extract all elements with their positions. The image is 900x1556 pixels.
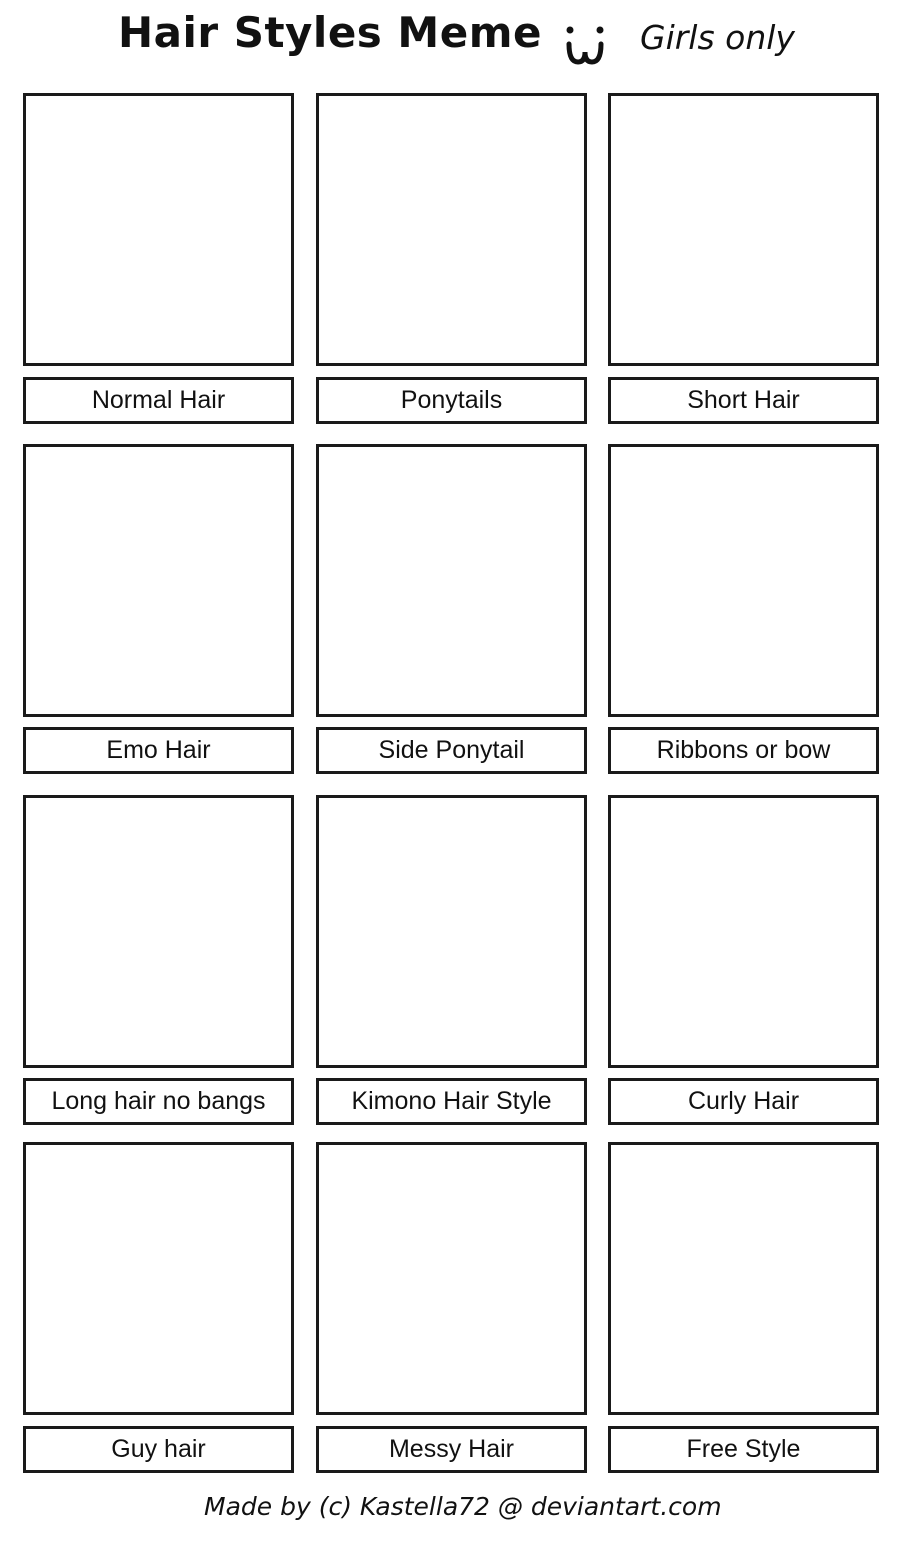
panel-label-side-ponytail: Side Ponytail [316,727,587,774]
drawing-panel-messy-hair[interactable] [316,1142,587,1415]
drawing-panel-guy-hair[interactable] [23,1142,294,1415]
panel-label-free-style: Free Style [608,1426,879,1473]
page-title: Hair Styles Meme [118,8,542,57]
drawing-panel-side-ponytail[interactable] [316,444,587,717]
drawing-panel-kimono-hair-style[interactable] [316,795,587,1068]
drawing-panel-long-hair-no-bangs[interactable] [23,795,294,1068]
panel-label-ribbons-or-bow: Ribbons or bow [608,727,879,774]
drawing-panel-curly-hair[interactable] [608,795,879,1068]
drawing-panel-emo-hair[interactable] [23,444,294,717]
panel-label-guy-hair: Guy hair [23,1426,294,1473]
panel-label-curly-hair: Curly Hair [608,1078,879,1125]
panel-label-messy-hair: Messy Hair [316,1426,587,1473]
panel-label-short-hair: Short Hair [608,377,879,424]
drawing-panel-ribbons-or-bow[interactable] [608,444,879,717]
happy-face-icon [562,22,608,68]
drawing-panel-free-style[interactable] [608,1142,879,1415]
panel-label-emo-hair: Emo Hair [23,727,294,774]
drawing-panel-ponytails[interactable] [316,93,587,366]
panel-label-ponytails: Ponytails [316,377,587,424]
panel-label-kimono-hair-style: Kimono Hair Style [316,1078,587,1125]
page-subtitle: Girls only [640,18,795,57]
drawing-panel-short-hair[interactable] [608,93,879,366]
footer-credit: Made by (c) Kastella72 @ deviantart.com [204,1492,722,1521]
drawing-panel-normal-hair[interactable] [23,93,294,366]
panel-label-normal-hair: Normal Hair [23,377,294,424]
panel-label-long-hair-no-bangs: Long hair no bangs [23,1078,294,1125]
